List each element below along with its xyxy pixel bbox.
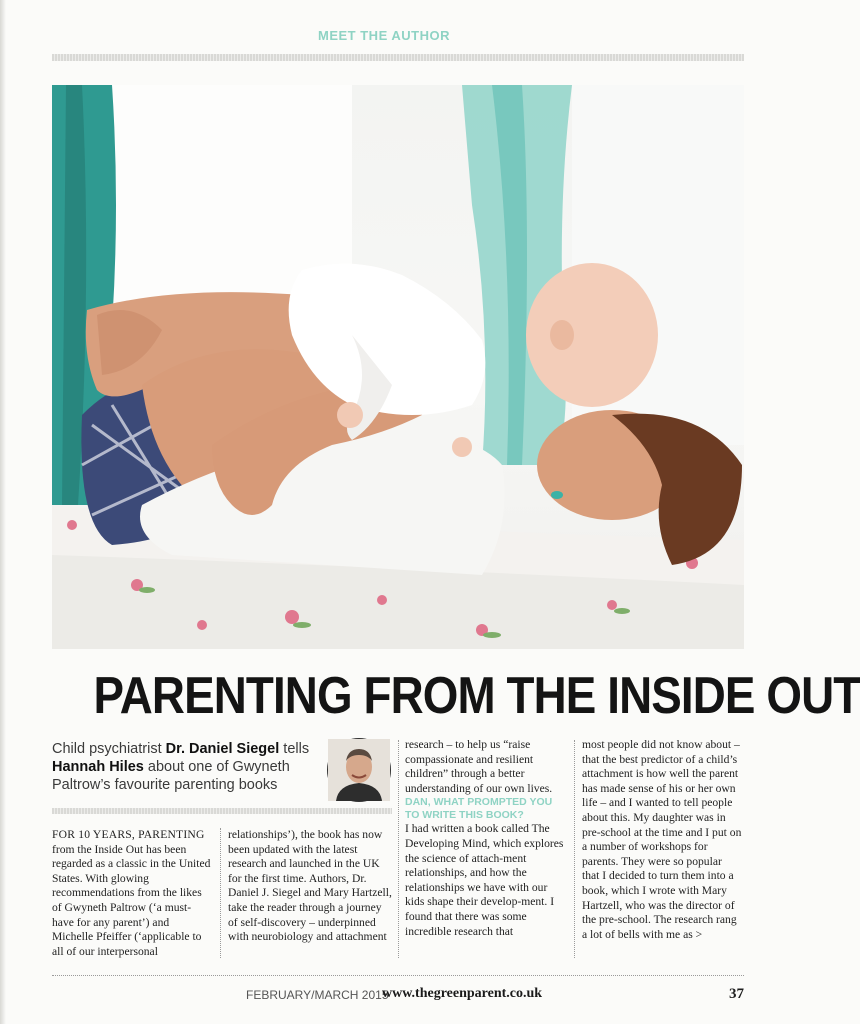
body-column-1 (52, 828, 212, 959)
lead-in-caps: FOR 10 YEARS, PARENTING (52, 828, 205, 841)
body-text: relationships’), the book has now been updated with the latest research and launched in the UK for the first time. Authors, Dr. Daniel J. Siegel and Mary Hartzell, take the reader through a journey of self-discovery – underpinned with neurobiology and attachment (228, 828, 392, 944)
interview-question: DAN, WHAT PROMPTED YOU TO WRITE THIS BOOK? (405, 796, 553, 822)
body-text: I had written a book called The Developing Mind, which explores the science of attach-ment relationships, and how the relationships we have with our kids shape their develop-ment. I found that there was some incredible research that (405, 822, 564, 938)
standfirst-text: tells (279, 741, 310, 757)
body-column-4 (582, 738, 742, 942)
mother-earring (551, 491, 563, 499)
body-text: research – to help us “raise compassionate and resilient children” through a better understanding of our own lives. (405, 738, 553, 795)
footer-rule (52, 975, 744, 976)
hero-photo-illustration (52, 85, 744, 649)
baby-head (526, 263, 658, 407)
author-portrait (327, 738, 391, 802)
body-text: most people did not know about – that the best predictor of a child’s attachment is how well the parent has made sense of his or her own life – and I wanted to tell people about this. My daughter was in pre-school at the time and I put on a number of workshops for parents. They were so popular that I decided to turn them into a book, which I wrote with Mary Hartzell, who was the director of the pre-school. The research rang a lot of bells with me as > (582, 738, 742, 941)
column-divider (574, 740, 575, 958)
page-number: 37 (729, 986, 744, 1002)
standfirst-text: Child psychiatrist (52, 741, 166, 757)
body-column-2 (228, 828, 392, 945)
column-divider (398, 740, 399, 958)
top-rule (52, 54, 744, 61)
hero-photo (52, 85, 744, 649)
writer-name: Hannah Hiles (52, 759, 144, 775)
interviewee-name: Dr. Daniel Siegel (165, 741, 280, 757)
baby-hand-2 (452, 437, 472, 457)
issue-date: FEBRUARY/MARCH 2015 (246, 988, 389, 1002)
standfirst (52, 740, 332, 794)
section-label: MEET THE AUTHOR (318, 28, 450, 43)
baby-hand (337, 402, 363, 428)
column-divider (220, 828, 221, 958)
website-url[interactable]: www.thegreenparent.co.uk (382, 986, 543, 1001)
page-spine-shadow (0, 0, 6, 1024)
body-text: from the Inside Out has been regarded as a classic in the United States. With glowing recommendations from the likes of Gwyneth Paltrow (‘a must-have for any parent’) and Michelle Pfeiffer (‘applicable to all of our interpersonal (52, 842, 211, 958)
article-headline: PARENTING FROM THE INSIDE OUT (93, 667, 860, 725)
standfirst-text: about one of Gwyneth Paltrow’s favourite parenting books (52, 759, 290, 793)
standfirst-rule (52, 808, 392, 814)
body-column-3 (405, 738, 565, 939)
baby-ear (550, 320, 574, 350)
